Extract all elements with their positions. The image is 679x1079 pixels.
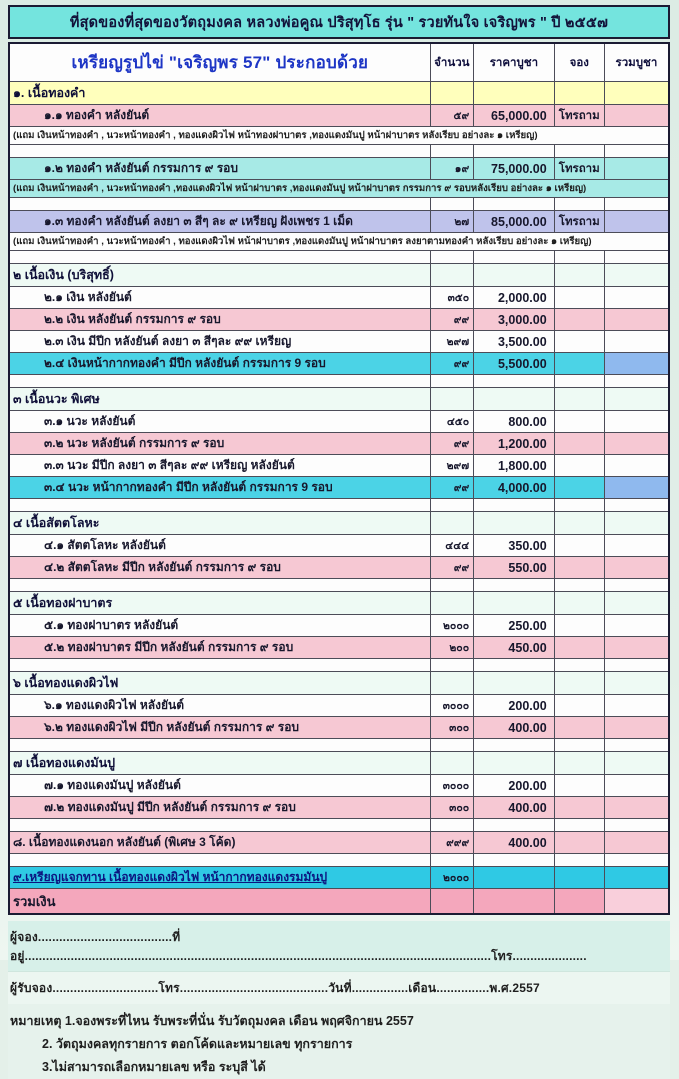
cell-price [474, 672, 555, 695]
cell-total [604, 309, 669, 331]
cell-book [554, 499, 604, 512]
row-item [9, 331, 669, 353]
cell-book [554, 433, 604, 455]
cell-price [474, 739, 555, 752]
cell-book [554, 251, 604, 264]
cell-label [9, 251, 430, 264]
cell-book [554, 752, 604, 775]
cell-label: ๗.๒ ทองแดงมันปู มีปีก หลังยันต์ กรรมการ ๙ รอบ [9, 797, 430, 819]
row-item [9, 211, 669, 233]
price-table-body [9, 82, 669, 915]
row-section [9, 512, 669, 535]
cell-label: ๕.๒ ทองฝาบาตร มีปีก หลังยันต์ กรรมการ ๙ รอบ [9, 637, 430, 659]
cell-book [554, 198, 604, 211]
cell-label: ๒.๔ เงินหน้ากากทองคำ มีปีก หลังยันต์ กรรมการ 9 รอบ [9, 353, 430, 375]
cell-total [604, 535, 669, 557]
cell-total [604, 557, 669, 579]
cell-qty: ๒๐๐๐ [430, 867, 474, 889]
cell-qty [430, 251, 474, 264]
row-item [9, 832, 669, 854]
cell-qty: ๓๐๐ [430, 717, 474, 739]
cell-book [554, 411, 604, 433]
row-item [9, 287, 669, 309]
cell-price [474, 659, 555, 672]
cell-book [554, 145, 604, 158]
cell-price: 3,500.00 [474, 331, 555, 353]
remarks-block [8, 1004, 670, 1079]
cell-price [474, 579, 555, 592]
row-item [9, 637, 669, 659]
price-table [8, 42, 670, 915]
cell-book [554, 867, 604, 889]
row-empty [9, 819, 669, 832]
cell-qty [430, 512, 474, 535]
cell-book [554, 775, 604, 797]
cell-qty: ๔๔๔ [430, 535, 474, 557]
cell-book [554, 309, 604, 331]
cell-book [554, 375, 604, 388]
row-section [9, 672, 669, 695]
cell-total [604, 264, 669, 287]
remark-3: 3.ไม่สามารถเลือกหมายเลข หรือ ระบุสี ได้ [42, 1060, 266, 1075]
cell-qty: ๕๙ [430, 105, 474, 127]
cell-qty [430, 854, 474, 867]
product-title: เหรียญรูปไข่ "เจริญพร 57" ประกอบด้วย [9, 43, 430, 82]
cell-total [604, 592, 669, 615]
cell-total [604, 433, 669, 455]
cell-label: ๒.๑ เงิน หลังยันต์ [9, 287, 430, 309]
row-item [9, 477, 669, 499]
cell-book [554, 659, 604, 672]
row-item [9, 717, 669, 739]
cell-qty: ๙๙๙ [430, 832, 474, 854]
cell-price [474, 752, 555, 775]
cell-label: ๗ เนื้อทองแดงมันปู [9, 752, 430, 775]
cell-price: 800.00 [474, 411, 555, 433]
bonus-note-text: (แถม เงินหน้าทองคำ , นวะหน้าทองคำ ,ทองแดงผิวไฟ หน้าฝาบาตร ,ทองแดงมันปู หน้าฝาบาตร กรรมการ ๙ รอบหลังเรียบ อย่างละ ๑ เหรียญ) [9, 180, 669, 198]
cell-price [474, 592, 555, 615]
cell-book [554, 557, 604, 579]
cell-label [9, 659, 430, 672]
cell-total [604, 579, 669, 592]
cell-qty: ๑๙ [430, 158, 474, 180]
cell-label: ๘. เนื้อทองแดงนอก หลังยันต์ (พิเศษ 3 โค้ด) [9, 832, 430, 854]
cell-price: 75,000.00 [474, 158, 555, 180]
cell-label: ๓.๔ นวะ หน้ากากทองคำ มีปีก หลังยันต์ กรรมการ 9 รอบ [9, 477, 430, 499]
cell-book [554, 889, 604, 915]
cell-qty [430, 145, 474, 158]
row-item [9, 433, 669, 455]
cell-total [604, 82, 669, 105]
row-empty [9, 854, 669, 867]
row-item [9, 411, 669, 433]
cell-label [9, 739, 430, 752]
cell-label: ๑. เนื้อทองคำ [9, 82, 430, 105]
cell-label [9, 819, 430, 832]
cell-label [9, 854, 430, 867]
cell-price [474, 375, 555, 388]
cell-label [9, 375, 430, 388]
cell-book [554, 331, 604, 353]
cell-price: 1,800.00 [474, 455, 555, 477]
row-item [9, 797, 669, 819]
cell-book [554, 717, 604, 739]
cell-price: 350.00 [474, 535, 555, 557]
cell-label: ๒ เนื้อเงิน (บริสุทธิ์) [9, 264, 430, 287]
row-note [9, 180, 669, 198]
cell-label: ๓.๑ นวะ หลังยันต์ [9, 411, 430, 433]
cell-total [604, 145, 669, 158]
row-item [9, 557, 669, 579]
row-empty [9, 145, 669, 158]
cell-book [554, 819, 604, 832]
cell-price [474, 889, 555, 915]
cell-total [604, 375, 669, 388]
cell-book [554, 672, 604, 695]
cell-price [474, 145, 555, 158]
cell-book: โทรถาม [554, 158, 604, 180]
row-note [9, 127, 669, 145]
cell-qty [430, 592, 474, 615]
cell-qty: ๔๕๐ [430, 411, 474, 433]
cell-qty: ๓๐๐ [430, 797, 474, 819]
row-note [9, 233, 669, 251]
cell-label: ๕ เนื้อทองฝาบาตร [9, 592, 430, 615]
cell-total [604, 819, 669, 832]
cell-total [604, 211, 669, 233]
cell-price [474, 198, 555, 211]
cell-book [554, 353, 604, 375]
cell-qty [430, 889, 474, 915]
cell-label: ๑.๓ ทองคำ หลังยันต์ ลงยา ๓ สีๆ ละ ๙ เหรียญ ฝังเพชร 1 เม็ด [9, 211, 430, 233]
row-item [9, 535, 669, 557]
cell-total [604, 251, 669, 264]
cell-price: 550.00 [474, 557, 555, 579]
column-header-price: ราคาบูชา [474, 43, 555, 82]
cell-total [604, 512, 669, 535]
cell-label: ๖.๑ ทองแดงผิวไฟ หลังยันต์ [9, 695, 430, 717]
cell-qty: ๒๐๐ [430, 637, 474, 659]
cell-total [604, 659, 669, 672]
column-header-book: จอง [554, 43, 604, 82]
cell-qty [430, 198, 474, 211]
cell-label: ๓ เนื้อนวะ พิเศษ [9, 388, 430, 411]
cell-price [474, 499, 555, 512]
column-header-total: รวมบูชา [604, 43, 669, 82]
cell-book [554, 287, 604, 309]
cell-book [554, 854, 604, 867]
row-empty [9, 251, 669, 264]
row-item [9, 105, 669, 127]
cell-price: 400.00 [474, 797, 555, 819]
booker-fill-line: ผู้จอง......................................ที่อยู่....................................................................................................................................โทร..................... [8, 921, 670, 972]
cell-qty: ๙๙ [430, 477, 474, 499]
cell-qty: ๒๐๐๐ [430, 615, 474, 637]
cell-total [604, 105, 669, 127]
cell-price [474, 854, 555, 867]
cell-price: 250.00 [474, 615, 555, 637]
cell-total [604, 331, 669, 353]
cell-price [474, 82, 555, 105]
cell-price [474, 512, 555, 535]
cell-qty [430, 672, 474, 695]
row-empty [9, 499, 669, 512]
cell-qty [430, 375, 474, 388]
row-item [9, 867, 669, 889]
cell-book [554, 592, 604, 615]
cell-total [604, 455, 669, 477]
row-item [9, 695, 669, 717]
row-section [9, 82, 669, 105]
row-item [9, 353, 669, 375]
cell-qty [430, 819, 474, 832]
cell-total [604, 477, 669, 499]
cell-total [604, 889, 669, 915]
cell-total [604, 739, 669, 752]
cell-book [554, 739, 604, 752]
cell-label: รวมเงิน [9, 889, 430, 915]
cell-qty [430, 264, 474, 287]
cell-qty: ๒๙๗ [430, 455, 474, 477]
cell-label: ๓.๓ นวะ มีปีก ลงยา ๓ สีๆละ ๙๙ เหรียญ หลังยันต์ [9, 455, 430, 477]
cell-label: ๒.๒ เงิน หลังยันต์ กรรมการ ๙ รอบ [9, 309, 430, 331]
cell-price [474, 264, 555, 287]
cell-total [604, 775, 669, 797]
cell-price: 3,000.00 [474, 309, 555, 331]
row-section [9, 752, 669, 775]
row-item [9, 455, 669, 477]
cell-book [554, 388, 604, 411]
cell-price: 200.00 [474, 695, 555, 717]
cell-total [604, 499, 669, 512]
cell-total [604, 287, 669, 309]
cell-book: โทรถาม [554, 105, 604, 127]
cell-price [474, 867, 555, 889]
cell-total [604, 752, 669, 775]
cell-qty [430, 82, 474, 105]
row-empty [9, 198, 669, 211]
cell-label: ๓.๒ นวะ หลังยันต์ กรรมการ ๙ รอบ [9, 433, 430, 455]
cell-price: 400.00 [474, 717, 555, 739]
cell-label: ๒.๓ เงิน มีปีก หลังยันต์ ลงยา ๓ สีๆละ ๙๙ เหรียญ [9, 331, 430, 353]
row-item [9, 775, 669, 797]
cell-qty: ๙๙ [430, 557, 474, 579]
cell-total [604, 637, 669, 659]
cell-total [604, 388, 669, 411]
cell-label: ๔.๒ สัตตโลหะ มีปีก หลังยันต์ กรรมการ ๙ รอบ [9, 557, 430, 579]
cell-price [474, 388, 555, 411]
cell-qty: ๒๗ [430, 211, 474, 233]
cell-book [554, 615, 604, 637]
cell-label: ๑.๑ ทองคำ หลังยันต์ [9, 105, 430, 127]
cell-total [604, 672, 669, 695]
cell-label [9, 145, 430, 158]
bonus-note-text: (แถม เงินหน้าทองคำ , นวะหน้าทองคำ , ทองแดงผิวไฟ หน้าทองฝาบาตร ,ทองแดงมันปู หน้าฝาบาตร หลังเรียบ อย่างละ ๑ เหรียญ) [9, 127, 669, 145]
row-section [9, 592, 669, 615]
cell-book [554, 579, 604, 592]
cell-qty: ๓๐๐๐ [430, 695, 474, 717]
cell-total [604, 832, 669, 854]
table-header-row [9, 43, 669, 82]
cell-qty [430, 579, 474, 592]
cell-price: 65,000.00 [474, 105, 555, 127]
cell-qty [430, 499, 474, 512]
cell-total [604, 615, 669, 637]
cell-price [474, 251, 555, 264]
cell-book [554, 264, 604, 287]
cell-book [554, 535, 604, 557]
cell-total [604, 353, 669, 375]
cell-label: ๙.เหรียญแจกทาน เนื้อทองแดงผิวไฟ หน้ากากทองแดงรมมันปู [9, 867, 430, 889]
cell-total [604, 797, 669, 819]
row-empty [9, 739, 669, 752]
cell-total [604, 854, 669, 867]
cell-book [554, 832, 604, 854]
row-empty [9, 375, 669, 388]
cell-qty: ๙๙ [430, 309, 474, 331]
cell-total [604, 867, 669, 889]
cell-price: 2,000.00 [474, 287, 555, 309]
cell-label: ๑.๒ ทองคำ หลังยันต์ กรรมการ ๙ รอบ [9, 158, 430, 180]
cell-book [554, 82, 604, 105]
row-section [9, 264, 669, 287]
cell-price: 1,200.00 [474, 433, 555, 455]
cell-total [604, 695, 669, 717]
cell-price: 4,000.00 [474, 477, 555, 499]
cell-qty: ๓๐๐๐ [430, 775, 474, 797]
cell-total [604, 158, 669, 180]
cell-label [9, 579, 430, 592]
cell-qty: ๒๙๗ [430, 331, 474, 353]
cell-qty: ๙๙ [430, 353, 474, 375]
cell-price: 450.00 [474, 637, 555, 659]
remark-1: หมายเหตุ 1.จองพระที่ไหน รับพระที่นั่น รับวัตถุมงคล เดือน พฤศจิกายน 2557 [10, 1014, 414, 1028]
row-item [9, 309, 669, 331]
cell-book [554, 797, 604, 819]
cell-qty [430, 752, 474, 775]
cell-price: 200.00 [474, 775, 555, 797]
cell-label: ๔ เนื้อสัตตโลหะ [9, 512, 430, 535]
row-section [9, 388, 669, 411]
cell-book [554, 512, 604, 535]
cell-qty: ๓๕๐ [430, 287, 474, 309]
cell-book [554, 455, 604, 477]
cell-total [604, 717, 669, 739]
cell-label: ๖.๒ ทองแดงผิวไฟ มีปีก หลังยันต์ กรรมการ ๙ รอบ [9, 717, 430, 739]
cell-price: 400.00 [474, 832, 555, 854]
banner [8, 5, 670, 39]
receiver-fill-line: ผู้รับจอง..............................โทร..........................................วันที่................เดือน...............พ.ศ.2557 [8, 972, 670, 1004]
cell-total [604, 198, 669, 211]
cell-book [554, 637, 604, 659]
row-empty [9, 579, 669, 592]
cell-qty [430, 388, 474, 411]
row-total [9, 889, 669, 915]
cell-label: ๕.๑ ทองฝาบาตร หลังยันต์ [9, 615, 430, 637]
cell-book [554, 477, 604, 499]
row-empty [9, 659, 669, 672]
cell-label: ๔.๑ สัตตโลหะ หลังยันต์ [9, 535, 430, 557]
cell-label [9, 499, 430, 512]
row-item [9, 158, 669, 180]
row-item [9, 615, 669, 637]
cell-label: ๗.๑ ทองแดงมันปู หลังยันต์ [9, 775, 430, 797]
cell-label [9, 198, 430, 211]
form-footer [8, 921, 670, 1079]
cell-book [554, 695, 604, 717]
cell-qty: ๙๙ [430, 433, 474, 455]
cell-total [604, 411, 669, 433]
remark-2: 2. วัตถุมงคลทุกรายการ ตอกโค้ดและหมายเลข ทุกรายการ [42, 1037, 353, 1052]
cell-qty [430, 659, 474, 672]
cell-label: ๖ เนื้อทองแดงผิวไฟ [9, 672, 430, 695]
bonus-note-text: (แถม เงินหน้าทองคำ , นวะหน้าทองคำ , ทองแดงผิวไฟ หน้าฝาบาตร ,ทองแดงมันปู หน้าฝาบาตร ลงยาตามทองคำ หลังเรียบ อย่างละ ๑ เหรียญ) [9, 233, 669, 251]
cell-price: 85,000.00 [474, 211, 555, 233]
column-header-qty: จำนวน [430, 43, 474, 82]
cell-price: 5,500.00 [474, 353, 555, 375]
cell-price [474, 819, 555, 832]
cell-book: โทรถาม [554, 211, 604, 233]
cell-qty [430, 739, 474, 752]
banner-title: ที่สุดของที่สุดของวัตถุมงคล หลวงพ่อคูณ ปริสุทฺโธ รุ่น " รวยทันใจ เจริญพร " ปี ๒๕๕๗ [69, 15, 609, 31]
